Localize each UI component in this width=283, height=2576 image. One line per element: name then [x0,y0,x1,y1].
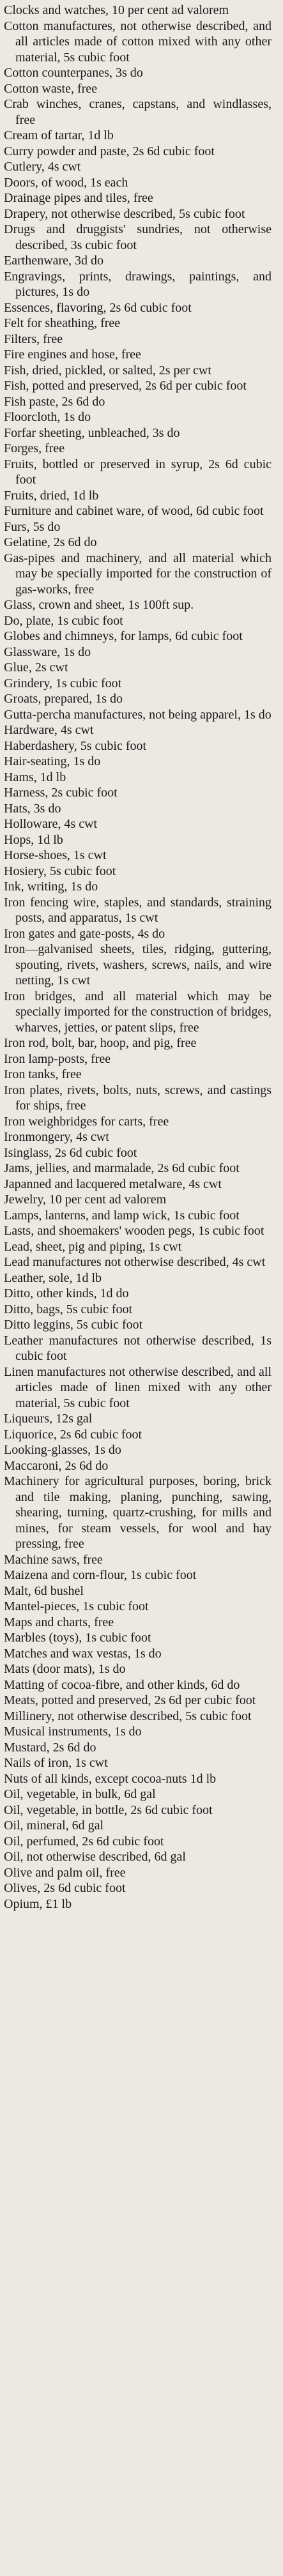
tariff-entry: Grindery, 1s cubic foot [4,676,122,690]
tariff-entry: Hams, 1d lb [4,770,66,784]
tariff-entry: Curry powder and paste, 2s 6d cubic foot [4,144,215,158]
tariff-entry: Cotton counterpanes, 3s do [4,66,143,80]
tariff-entry: Glue, 2s cwt [4,660,68,674]
tariff-entry: Gas-pipes and machinery, and all material which may be specially imported for the construction of gas-works, free [4,551,272,597]
tariff-entry: Harness, 2s cubic foot [4,786,118,800]
tariff-entry: Machinery for agricultural purposes, boring, brick and tile making, planing, punching, sawing, shearing, turning, quartz-crushing, for mills and mines, for steam vessels, for wool and hay pressing, free [4,1474,272,1551]
tariff-entry: Liqueurs, 12s gal [4,1412,93,1426]
tariff-entry: Looking-glasses, 1s do [4,1443,121,1457]
tariff-entry: Hair-seating, 1s do [4,754,101,768]
tariff-entry: Fish, dried, pickled, or salted, 2s per cwt [4,363,211,377]
tariff-entry: Isinglass, 2s 6d cubic foot [4,1145,137,1160]
tariff-entry: Cream of tartar, 1d lb [4,128,114,142]
tariff-entry: Drugs and druggists' sundries, not otherwise described, 3s cubic foot [4,222,272,252]
tariff-entry: Oil, not otherwise described, 6d gal [4,1850,186,1864]
tariff-entry: Iron lamp-posts, free [4,1051,111,1066]
tariff-entry: Iron plates, rivets, bolts, nuts, screws, and castings for ships, free [4,1083,272,1113]
tariff-entry: Japanned and lacquered metalware, 4s cwt [4,1177,222,1191]
tariff-entry: Horse-shoes, 1s cwt [4,848,107,862]
tariff-entry: Drainage pipes and tiles, free [4,191,153,205]
tariff-entry: Liquorice, 2s 6d cubic foot [4,1427,142,1442]
tariff-entry: Holloware, 4s cwt [4,817,98,831]
tariff-entry: Fire engines and hose, free [4,347,141,362]
tariff-entry: Hops, 1d lb [4,832,63,847]
tariff-entry: Hardware, 4s cwt [4,723,94,737]
tariff-entry: Lamps, lanterns, and lamp wick, 1s cubic foot [4,1208,240,1223]
tariff-entry: Iron fencing wire, staples, and standards, straining posts, and apparatus, 1s cwt [4,895,272,925]
tariff-entry: Ditto, bags, 5s cubic foot [4,1302,133,1316]
tariff-entry: Marbles (toys), 1s cubic foot [4,1631,151,1645]
tariff-entry: Forges, free [4,441,65,455]
tariff-entry: Gutta-percha manufactures, not being apparel, 1s do [4,707,272,722]
tariff-entry: Hats, 3s do [4,801,61,816]
tariff-entry: Cutlery, 4s cwt [4,160,81,174]
tariff-entry: Crab winches, cranes, capstans, and windlasses, free [4,97,272,127]
tariff-entry: Engravings, prints, drawings, paintings, and pictures, 1s do [4,269,272,299]
tariff-entry: Nails of iron, 1s cwt [4,1756,108,1770]
tariff-entry: Mantel-pieces, 1s cubic foot [4,1599,149,1613]
tariff-entry: Groats, prepared, 1s do [4,692,123,706]
tariff-entry: Linen manufactures not otherwise described, and all articles made of linen mixed with any other material, 5s cubic foot [4,1364,272,1410]
tariff-entry: Iron gates and gate-posts, 4s do [4,926,165,941]
tariff-entry: Forfar sheeting, unbleached, 3s do [4,425,180,440]
tariff-entry: Globes and chimneys, for lamps, 6d cubic foot [4,629,243,643]
tariff-entry: Cotton waste, free [4,81,98,96]
tariff-entry: Maizena and corn-flour, 1s cubic foot [4,1568,197,1582]
tariff-entry: Floorcloth, 1s do [4,410,91,424]
tariff-entry: Jewelry, 10 per cent ad valorem [4,1193,167,1207]
tariff-entry: Ink, writing, 1s do [4,880,98,894]
tariff-entry: Leather manufactures not otherwise described, 1s cubic foot [4,1333,272,1363]
tariff-entry: Maps and charts, free [4,1615,114,1629]
tariff-entry: Lead manufactures not otherwise described, 4s cwt [4,1255,266,1269]
tariff-entry: Olives, 2s 6d cubic foot [4,1881,126,1895]
tariff-entry: Glass, crown and sheet, 1s 100ft sup. [4,598,194,612]
tariff-entry: Olive and palm oil, free [4,1865,126,1880]
tariff-entry: Meats, potted and preserved, 2s 6d per cubic foot [4,1693,256,1707]
tariff-entry: Hosiery, 5s cubic foot [4,864,116,878]
tariff-entry: Lead, sheet, pig and piping, 1s cwt [4,1239,182,1254]
tariff-entry: Leather, sole, 1d lb [4,1270,102,1285]
tariff-entry: Musical instruments, 1s do [4,1725,142,1739]
tariff-entry: Maccaroni, 2s 6d do [4,1458,109,1473]
tariff-entry: Mustard, 2s 6d do [4,1740,96,1755]
tariff-entry: Iron tanks, free [4,1067,82,1081]
tariff-entry: Malt, 6d bushel [4,1583,84,1598]
tariff-entry: Machine saws, free [4,1552,103,1567]
tariff-entry: Iron rod, bolt, bar, hoop, and pig, free [4,1036,197,1050]
tariff-entry: Millinery, not otherwise described, 5s cubic foot [4,1709,252,1723]
tariff-entry: Furs, 5s do [4,519,61,534]
tariff-entry: Fruits, dried, 1d lb [4,488,99,503]
tariff-entry: Doors, of wood, 1s each [4,175,128,190]
tariff-entry: Ditto leggins, 5s cubic foot [4,1318,143,1332]
tariff-entry: Fish, potted and preserved, 2s 6d per cubic foot [4,379,247,393]
tariff-entry: Nuts of all kinds, except cocoa-nuts 1d lb [4,1771,217,1786]
tariff-entry: Oil, mineral, 6d gal [4,1818,104,1833]
tariff-entry: Do, plate, 1s cubic foot [4,613,123,628]
tariff-entry: Earthenware, 3d do [4,254,104,268]
tariff-entry: Clocks and watches, 10 per cent ad valorem [4,3,229,17]
tariff-entry: Iron—galvanised sheets, tiles, ridging, guttering, spouting, rivets, washers, screws, nails, and wire netting, 1s cwt [4,942,272,987]
tariff-entry: Haberdashery, 5s cubic foot [4,738,147,753]
tariff-entry: Gelatine, 2s 6d do [4,535,97,549]
tariff-entry: Matting of cocoa-fibre, and other kinds, 6d do [4,1677,240,1692]
tariff-entry: Oil, vegetable, in bottle, 2s 6d cubic foot [4,1802,213,1817]
tariff-entry: Mats (door mats), 1s do [4,1662,126,1676]
tariff-entry: Jams, jellies, and marmalade, 2s 6d cubic foot [4,1161,240,1175]
tariff-entry: Furniture and cabinet ware, of wood, 6d cubic foot [4,504,264,518]
tariff-entry: Opium, £1 lb [4,1896,72,1911]
tariff-entry: Glassware, 1s do [4,644,91,659]
tariff-entry: Lasts, and shoemakers' wooden pegs, 1s cubic foot [4,1224,264,1238]
tariff-entry: Iron bridges, and all material which may be specially imported for the construction of bridges, wharves, jetties, or patent slips, free [4,989,272,1035]
tariff-entry: Felt for sheathing, free [4,316,121,330]
tariff-entry: Filters, free [4,332,63,346]
tariff-entry: Fish paste, 2s 6d do [4,394,105,409]
tariff-entry: Matches and wax vestas, 1s do [4,1646,162,1661]
tariff-entry: Iron weighbridges for carts, free [4,1114,169,1129]
tariff-entry: Ditto, other kinds, 1d do [4,1286,129,1300]
tariff-entry: Oil, vegetable, in bulk, 6d gal [4,1787,156,1801]
tariff-entry: Fruits, bottled or preserved in syrup, 2s 6d cubic foot [4,457,272,487]
tariff-entry: Cotton manufactures, not otherwise described, and all articles made of cotton mixed with any other material, 5s cubic foot [4,19,272,65]
tariff-entry: Drapery, not otherwise described, 5s cubic foot [4,206,245,221]
tariff-entry: Ironmongery, 4s cwt [4,1130,109,1144]
tariff-entry: Essences, flavoring, 2s 6d cubic foot [4,300,192,315]
tariff-entry: Oil, perfumed, 2s 6d cubic foot [4,1834,164,1848]
